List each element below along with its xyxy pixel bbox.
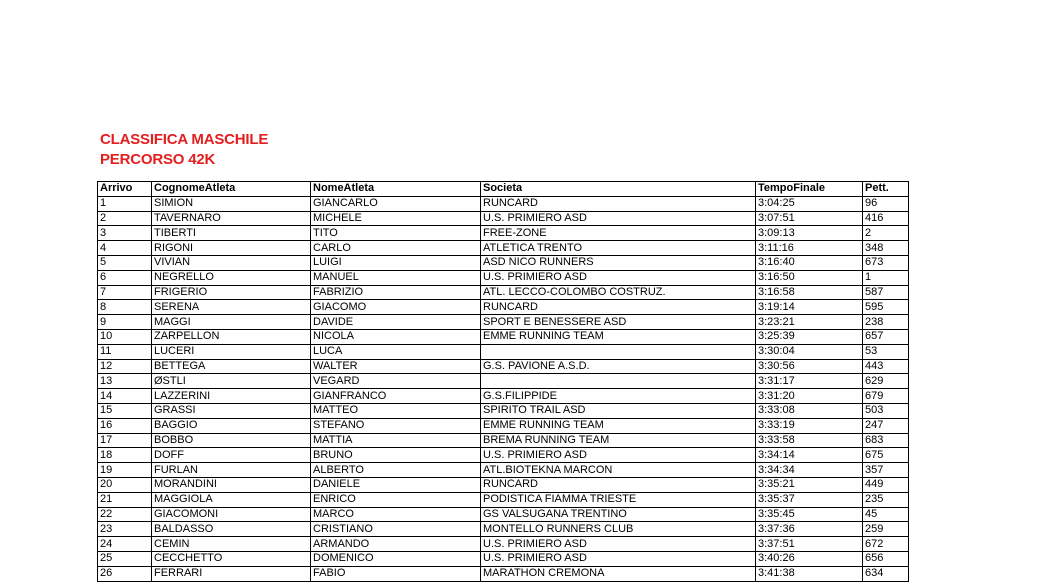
cell-arrivo: 15 bbox=[98, 403, 152, 418]
cell-cognome: GRASSI bbox=[152, 403, 311, 418]
results-table-header bbox=[98, 182, 909, 197]
cell-pettorale: 1 bbox=[863, 270, 909, 285]
cell-pettorale: 679 bbox=[863, 389, 909, 404]
cell-cognome: MAGGIOLA bbox=[152, 492, 311, 507]
table-row bbox=[98, 270, 909, 285]
cell-societa: RUNCARD bbox=[481, 300, 756, 315]
cell-societa: MONTELLO RUNNERS CLUB bbox=[481, 522, 756, 537]
table-row bbox=[98, 211, 909, 226]
cell-pettorale: 247 bbox=[863, 418, 909, 433]
cell-nome: DAVIDE bbox=[311, 315, 481, 330]
table-row bbox=[98, 403, 909, 418]
table-row bbox=[98, 507, 909, 522]
table-row bbox=[98, 448, 909, 463]
cell-tempo: 3:34:34 bbox=[756, 463, 863, 478]
cell-arrivo: 25 bbox=[98, 551, 152, 566]
cell-tempo: 3:11:16 bbox=[756, 241, 863, 256]
cell-tempo: 3:09:13 bbox=[756, 226, 863, 241]
cell-tempo: 3:34:14 bbox=[756, 448, 863, 463]
cell-nome: GIANCARLO bbox=[311, 196, 481, 211]
cell-pettorale: 357 bbox=[863, 463, 909, 478]
cell-nome: ALBERTO bbox=[311, 463, 481, 478]
cell-nome: BRUNO bbox=[311, 448, 481, 463]
cell-pettorale: 45 bbox=[863, 507, 909, 522]
cell-societa: ATLETICA TRENTO bbox=[481, 241, 756, 256]
header-tempo: TempoFinale bbox=[756, 182, 863, 197]
cell-cognome: ZARPELLON bbox=[152, 329, 311, 344]
cell-nome: CARLO bbox=[311, 241, 481, 256]
cell-societa: PODISTICA FIAMMA TRIESTE bbox=[481, 492, 756, 507]
cell-arrivo: 11 bbox=[98, 344, 152, 359]
cell-pettorale: 672 bbox=[863, 537, 909, 552]
cell-nome: GIACOMO bbox=[311, 300, 481, 315]
cell-nome: MICHELE bbox=[311, 211, 481, 226]
cell-arrivo: 13 bbox=[98, 374, 152, 389]
cell-nome: CRISTIANO bbox=[311, 522, 481, 537]
cell-societa: MARATHON CREMONA bbox=[481, 566, 756, 581]
cell-arrivo: 18 bbox=[98, 448, 152, 463]
table-row bbox=[98, 226, 909, 241]
cell-tempo: 3:04:25 bbox=[756, 196, 863, 211]
cell-nome: STEFANO bbox=[311, 418, 481, 433]
header-cognome: CognomeAtleta bbox=[152, 182, 311, 197]
table-row bbox=[98, 344, 909, 359]
cell-arrivo: 1 bbox=[98, 196, 152, 211]
cell-pettorale: 656 bbox=[863, 551, 909, 566]
cell-tempo: 3:40:26 bbox=[756, 551, 863, 566]
cell-pettorale: 259 bbox=[863, 522, 909, 537]
cell-cognome: FERRARI bbox=[152, 566, 311, 581]
cell-arrivo: 17 bbox=[98, 433, 152, 448]
cell-arrivo: 9 bbox=[98, 315, 152, 330]
cell-cognome: LUCERI bbox=[152, 344, 311, 359]
results-table-body bbox=[98, 196, 909, 581]
cell-arrivo: 10 bbox=[98, 329, 152, 344]
cell-societa: EMME RUNNING TEAM bbox=[481, 329, 756, 344]
header-arrivo: Arrivo bbox=[98, 182, 152, 197]
table-row bbox=[98, 522, 909, 537]
cell-societa: FREE-ZONE bbox=[481, 226, 756, 241]
table-row bbox=[98, 389, 909, 404]
cell-pettorale: 634 bbox=[863, 566, 909, 581]
cell-societa: SPORT E BENESSERE ASD bbox=[481, 315, 756, 330]
cell-nome: WALTER bbox=[311, 359, 481, 374]
cell-pettorale: 683 bbox=[863, 433, 909, 448]
cell-arrivo: 22 bbox=[98, 507, 152, 522]
cell-arrivo: 24 bbox=[98, 537, 152, 552]
cell-nome: VEGARD bbox=[311, 374, 481, 389]
cell-pettorale: 2 bbox=[863, 226, 909, 241]
cell-societa: EMME RUNNING TEAM bbox=[481, 418, 756, 433]
cell-cognome: BOBBO bbox=[152, 433, 311, 448]
cell-cognome: SERENA bbox=[152, 300, 311, 315]
table-row bbox=[98, 241, 909, 256]
title-classifica: CLASSIFICA MASCHILE bbox=[100, 131, 269, 148]
cell-pettorale: 443 bbox=[863, 359, 909, 374]
cell-societa bbox=[481, 374, 756, 389]
cell-societa: G.S.FILIPPIDE bbox=[481, 389, 756, 404]
cell-cognome: BETTEGA bbox=[152, 359, 311, 374]
cell-arrivo: 23 bbox=[98, 522, 152, 537]
cell-nome: MATTIA bbox=[311, 433, 481, 448]
cell-societa: RUNCARD bbox=[481, 477, 756, 492]
cell-societa bbox=[481, 344, 756, 359]
cell-tempo: 3:41:38 bbox=[756, 566, 863, 581]
cell-tempo: 3:30:56 bbox=[756, 359, 863, 374]
cell-cognome: MORANDINI bbox=[152, 477, 311, 492]
cell-tempo: 3:31:20 bbox=[756, 389, 863, 404]
cell-tempo: 3:16:40 bbox=[756, 255, 863, 270]
table-row bbox=[98, 418, 909, 433]
cell-tempo: 3:19:14 bbox=[756, 300, 863, 315]
cell-tempo: 3:31:17 bbox=[756, 374, 863, 389]
table-row bbox=[98, 196, 909, 211]
cell-arrivo: 14 bbox=[98, 389, 152, 404]
cell-arrivo: 19 bbox=[98, 463, 152, 478]
cell-nome: DANIELE bbox=[311, 477, 481, 492]
cell-pettorale: 238 bbox=[863, 315, 909, 330]
cell-societa: G.S. PAVIONE A.S.D. bbox=[481, 359, 756, 374]
cell-societa: U.S. PRIMIERO ASD bbox=[481, 537, 756, 552]
cell-tempo: 3:25:39 bbox=[756, 329, 863, 344]
cell-cognome: GIACOMONI bbox=[152, 507, 311, 522]
cell-pettorale: 629 bbox=[863, 374, 909, 389]
cell-pettorale: 449 bbox=[863, 477, 909, 492]
cell-arrivo: 5 bbox=[98, 255, 152, 270]
results-table bbox=[97, 181, 909, 582]
cell-pettorale: 503 bbox=[863, 403, 909, 418]
cell-nome: MARCO bbox=[311, 507, 481, 522]
cell-societa: U.S. PRIMIERO ASD bbox=[481, 211, 756, 226]
cell-arrivo: 26 bbox=[98, 566, 152, 581]
cell-nome: NICOLA bbox=[311, 329, 481, 344]
cell-arrivo: 7 bbox=[98, 285, 152, 300]
cell-tempo: 3:37:36 bbox=[756, 522, 863, 537]
cell-nome: LUIGI bbox=[311, 255, 481, 270]
cell-arrivo: 16 bbox=[98, 418, 152, 433]
cell-tempo: 3:35:37 bbox=[756, 492, 863, 507]
header-nome: NomeAtleta bbox=[311, 182, 481, 197]
cell-nome: DOMENICO bbox=[311, 551, 481, 566]
cell-arrivo: 2 bbox=[98, 211, 152, 226]
cell-societa: U.S. PRIMIERO ASD bbox=[481, 551, 756, 566]
cell-pettorale: 675 bbox=[863, 448, 909, 463]
cell-tempo: 3:33:58 bbox=[756, 433, 863, 448]
cell-tempo: 3:37:51 bbox=[756, 537, 863, 552]
cell-nome: MATTEO bbox=[311, 403, 481, 418]
cell-societa: ATL. LECCO-COLOMBO COSTRUZ. bbox=[481, 285, 756, 300]
cell-nome: LUCA bbox=[311, 344, 481, 359]
header-pettorale: Pett. bbox=[863, 182, 909, 197]
table-row bbox=[98, 433, 909, 448]
cell-pettorale: 53 bbox=[863, 344, 909, 359]
cell-societa: U.S. PRIMIERO ASD bbox=[481, 448, 756, 463]
cell-pettorale: 587 bbox=[863, 285, 909, 300]
cell-nome: FABRIZIO bbox=[311, 285, 481, 300]
table-row bbox=[98, 285, 909, 300]
cell-cognome: FURLAN bbox=[152, 463, 311, 478]
cell-tempo: 3:07:51 bbox=[756, 211, 863, 226]
cell-arrivo: 4 bbox=[98, 241, 152, 256]
cell-societa: SPIRITO TRAIL ASD bbox=[481, 403, 756, 418]
table-row bbox=[98, 255, 909, 270]
cell-societa: BREMA RUNNING TEAM bbox=[481, 433, 756, 448]
cell-pettorale: 96 bbox=[863, 196, 909, 211]
cell-pettorale: 657 bbox=[863, 329, 909, 344]
cell-cognome: CECCHETTO bbox=[152, 551, 311, 566]
table-row bbox=[98, 300, 909, 315]
cell-societa: ATL.BIOTEKNA MARCON bbox=[481, 463, 756, 478]
table-row bbox=[98, 537, 909, 552]
cell-cognome: CEMIN bbox=[152, 537, 311, 552]
table-row bbox=[98, 359, 909, 374]
cell-arrivo: 6 bbox=[98, 270, 152, 285]
table-row bbox=[98, 477, 909, 492]
cell-cognome: BALDASSO bbox=[152, 522, 311, 537]
cell-cognome: ØSTLI bbox=[152, 374, 311, 389]
cell-cognome: TIBERTI bbox=[152, 226, 311, 241]
cell-pettorale: 416 bbox=[863, 211, 909, 226]
cell-nome: ARMANDO bbox=[311, 537, 481, 552]
cell-cognome: RIGONI bbox=[152, 241, 311, 256]
title-percorso: PERCORSO 42K bbox=[100, 151, 216, 168]
cell-pettorale: 595 bbox=[863, 300, 909, 315]
cell-societa: RUNCARD bbox=[481, 196, 756, 211]
cell-nome: FABIO bbox=[311, 566, 481, 581]
table-row bbox=[98, 463, 909, 478]
cell-cognome: FRIGERIO bbox=[152, 285, 311, 300]
cell-tempo: 3:35:21 bbox=[756, 477, 863, 492]
cell-tempo: 3:23:21 bbox=[756, 315, 863, 330]
cell-cognome: NEGRELLO bbox=[152, 270, 311, 285]
cell-pettorale: 673 bbox=[863, 255, 909, 270]
cell-arrivo: 21 bbox=[98, 492, 152, 507]
cell-cognome: SIMION bbox=[152, 196, 311, 211]
cell-arrivo: 20 bbox=[98, 477, 152, 492]
document-title bbox=[100, 130, 268, 170]
cell-tempo: 3:33:19 bbox=[756, 418, 863, 433]
table-row bbox=[98, 374, 909, 389]
cell-arrivo: 12 bbox=[98, 359, 152, 374]
cell-tempo: 3:33:08 bbox=[756, 403, 863, 418]
cell-nome: ENRICO bbox=[311, 492, 481, 507]
cell-pettorale: 348 bbox=[863, 241, 909, 256]
cell-nome: TITO bbox=[311, 226, 481, 241]
cell-cognome: BAGGIO bbox=[152, 418, 311, 433]
cell-cognome: VIVIAN bbox=[152, 255, 311, 270]
cell-cognome: MAGGI bbox=[152, 315, 311, 330]
cell-societa: ASD NICO RUNNERS bbox=[481, 255, 756, 270]
cell-tempo: 3:16:50 bbox=[756, 270, 863, 285]
table-row bbox=[98, 315, 909, 330]
cell-tempo: 3:35:45 bbox=[756, 507, 863, 522]
table-row bbox=[98, 492, 909, 507]
cell-cognome: LAZZERINI bbox=[152, 389, 311, 404]
cell-societa: GS VALSUGANA TRENTINO bbox=[481, 507, 756, 522]
cell-tempo: 3:30:04 bbox=[756, 344, 863, 359]
table-row bbox=[98, 329, 909, 344]
cell-cognome: TAVERNARO bbox=[152, 211, 311, 226]
cell-arrivo: 8 bbox=[98, 300, 152, 315]
cell-arrivo: 3 bbox=[98, 226, 152, 241]
table-row bbox=[98, 566, 909, 581]
table-row bbox=[98, 551, 909, 566]
cell-nome: MANUEL bbox=[311, 270, 481, 285]
cell-societa: U.S. PRIMIERO ASD bbox=[481, 270, 756, 285]
cell-cognome: DOFF bbox=[152, 448, 311, 463]
cell-nome: GIANFRANCO bbox=[311, 389, 481, 404]
cell-pettorale: 235 bbox=[863, 492, 909, 507]
header-societa: Societa bbox=[481, 182, 756, 197]
header-row bbox=[98, 182, 909, 197]
cell-tempo: 3:16:58 bbox=[756, 285, 863, 300]
